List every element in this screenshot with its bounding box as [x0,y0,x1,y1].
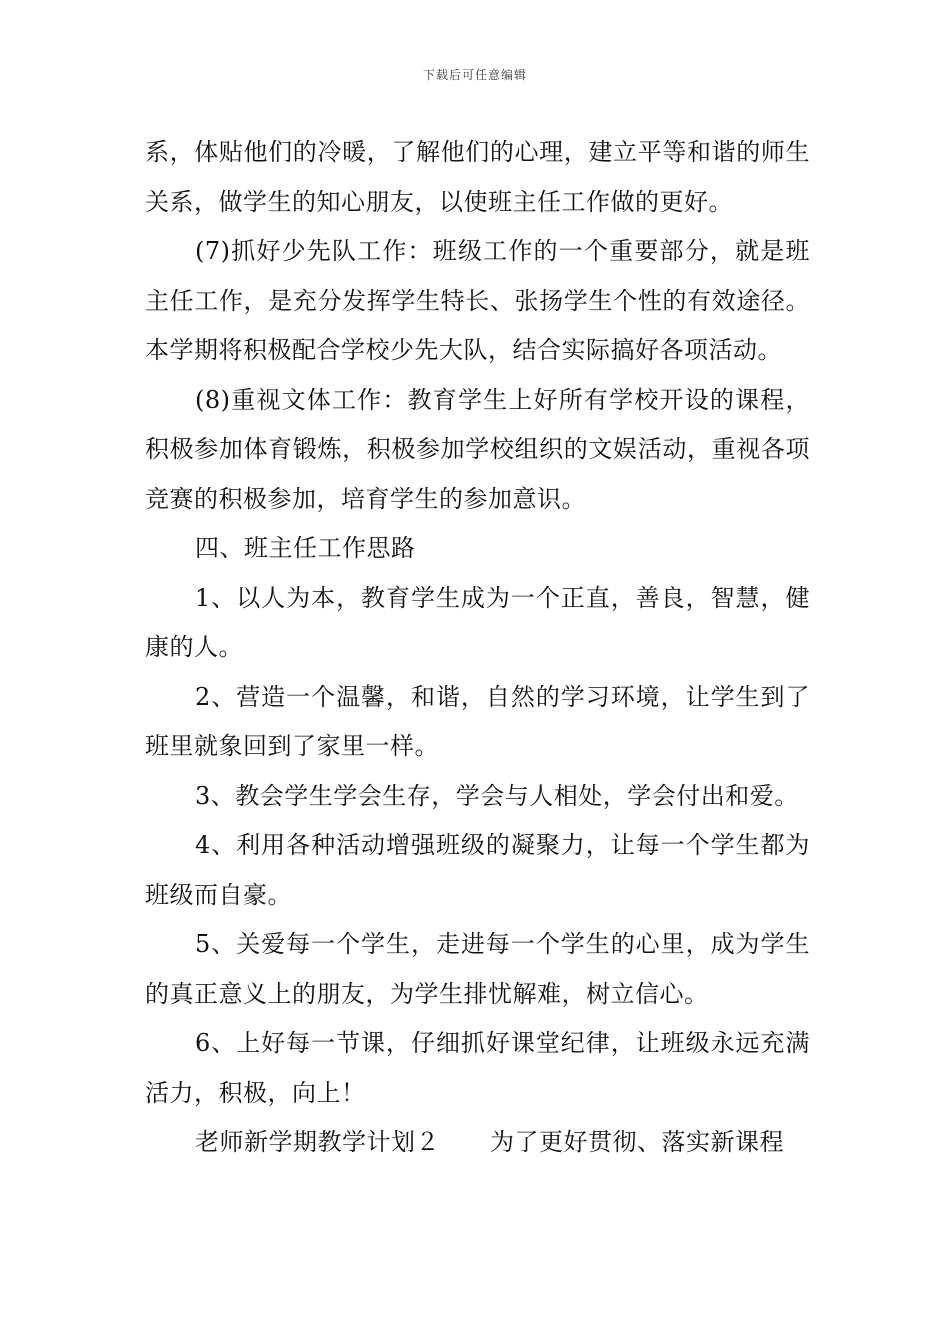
list-item-4: 4、利用各种活动增强班级的凝聚力，让每一个学生都为班级而自豪。 [145,831,810,909]
next-section-line [145,1118,810,1168]
list-item-5: 5、关爱每一个学生，走进每一个学生的心里，成为学生的真正意义上的朋友，为学生排忧解难，树立信心。 [145,930,810,1008]
next-section-text: 为了更好贯彻、落实新课程 [490,1128,784,1156]
next-section-title: 老师新学期教学计划２ [195,1128,440,1156]
paragraph-continuation: 系，体贴他们的冷暖，了解他们的心理，建立平等和谐的师生关系，做学生的知心朋友，以使班主任工作做的更好。 [145,138,810,216]
paragraph-item-8: (8)重视文体工作：教育学生上好所有学校开设的课程，积极参加体育锻炼，积极参加学校组织的文娱活动，重视各项竞赛的积极参加，培育学生的参加意识。 [145,385,810,513]
section-heading: 四、班主任工作思路 [195,534,416,562]
list-item-1: 1、以人为本，教育学生成为一个正直，善良，智慧，健康的人。 [145,583,810,661]
document-body [145,128,810,1168]
list-item-3: 3、教会学生学会生存，学会与人相处，学会付出和爱。 [195,781,799,810]
paragraph-item-7: (7)抓好少先队工作：班级工作的一个重要部分，就是班主任工作，是充分发挥学生特长、张扬学生个性的有效途径。本学期将积极配合学校少先大队，结合实际搞好各项活动。 [145,237,810,364]
page-header: 下载后可任意编辑 [422,68,527,82]
list-item-2: 2、营造一个温馨，和谐，自然的学习环境，让学生到了班里就象回到了家里一样。 [145,682,810,760]
list-item-6: 6、上好每一节课，仔细抓好课堂纪律，让班级永远充满活力，积极，向上！ [145,1029,810,1107]
